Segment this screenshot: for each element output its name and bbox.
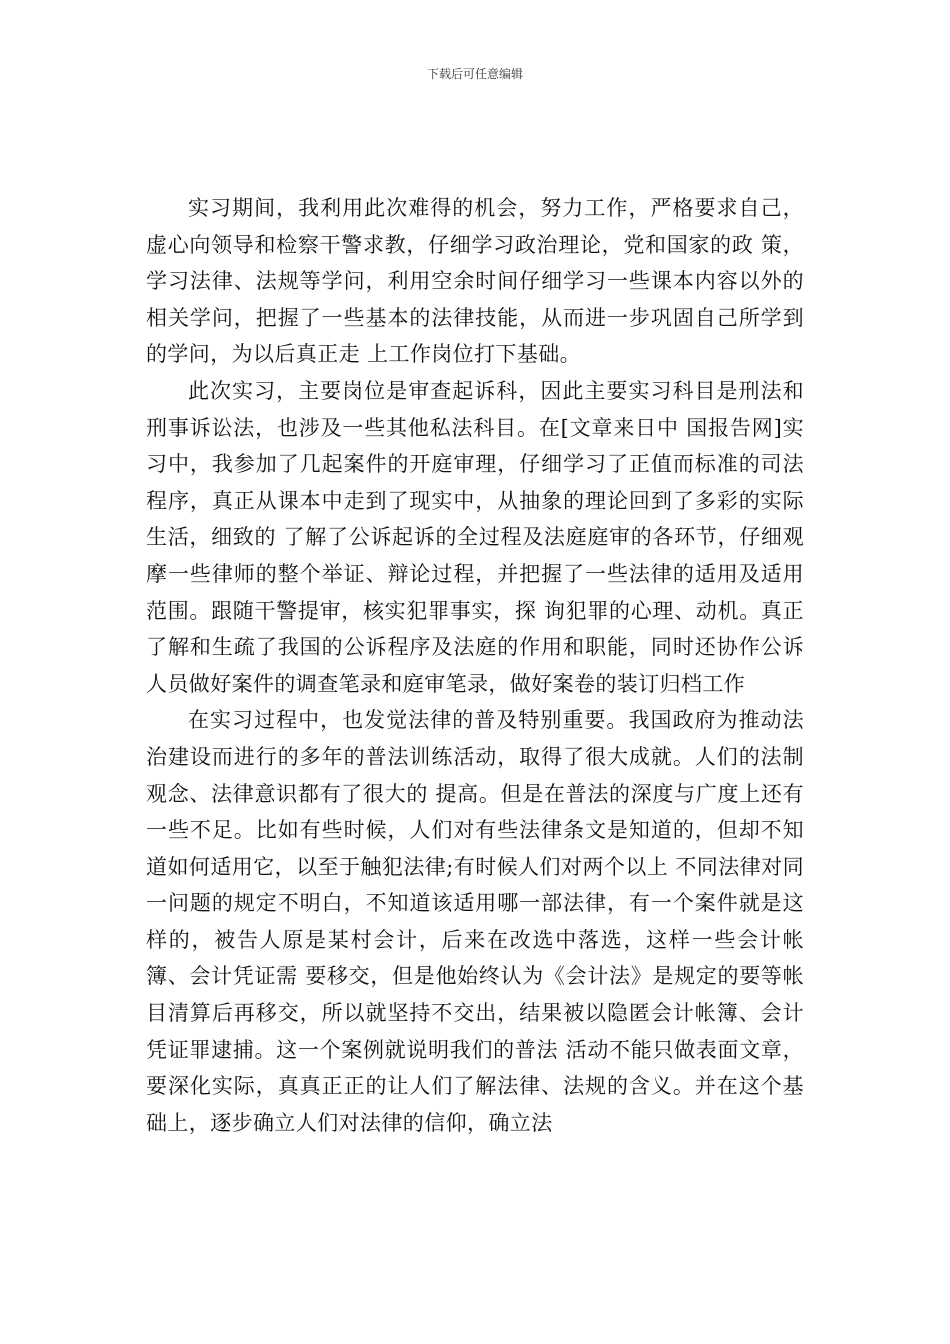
paragraph-internship-period: 实习期间，我利用此次难得的机会，努力工作，严格要求自己，虚心向领导和检察干警求教，仔细学习政治理论，党和国家的政 策，学习法律、法规等学问，利用空余时间仔细学习一些课本内容以外的相关学问，把握了一些基本的法律技能，从而进一步巩固自己所学到的学问，为以后真正走 上工作岗位打下基础。 xyxy=(146,196,804,367)
document-body xyxy=(146,190,804,1141)
page-header-note: 下载后可任意编辑 xyxy=(426,67,523,81)
paragraph-internship-post: 此次实习，主要岗位是审查起诉科，因此主要实习科目是刑法和刑事诉讼法，也涉及一些其他私法科目。在[文章来日中 国报告网]实习中，我参加了几起案件的开庭审理，仔细学习了正值而标准的司法程序，真正从课本中走到了现实中，从抽象的理论回到了多彩的实际生活，细致的 了解了公诉起诉的全过程及法庭庭审的各环节，仔细观摩一些律师的整个举证、辩论过程，并把握了一些法律的适用及适用范围。跟随干警提审，核实犯罪事实，探 询犯罪的心理、动机。真正了解和生疏了我国的公诉程序及法庭的作用和职能，同时还协作公诉人员做好案件的调查笔录和庭审笔录，做好案卷的装订归档工作 xyxy=(146,378,804,696)
paragraph-law-popularization: 在实习过程中，也发觉法律的普及特别重要。我国政府为推动法治建设而进行的多年的普法训练活动，取得了很大成就。人们的法制观念、法律意识都有了很大的 提高。但是在普法的深度与广度上还有一些不足。比如有些时候，人们对有些法律条文是知道的，但却不知道如何适用它，以至于触犯法律;有时候人们对两个以上 不同法律对同一问题的规定不明白，不知道该适用哪一部法律，有一个案件就是这样的，被告人原是某村会计，后来在改选中落选，这样一些会计帐簿、会计凭证需 要移交，但是他始终认为《会计法》是规定的要等帐目清算后再移交，所以就坚持不交出，结果被以隐匿会计帐簿、会计凭证罪逮捕。这一个案例就说明我们的普法 活动不能只做表面文章，要深化实际，真真正正的让人们了解法律、法规的含义。并在这个基础上，逐步确立人们对法律的信仰，确立法 xyxy=(146,708,804,1135)
